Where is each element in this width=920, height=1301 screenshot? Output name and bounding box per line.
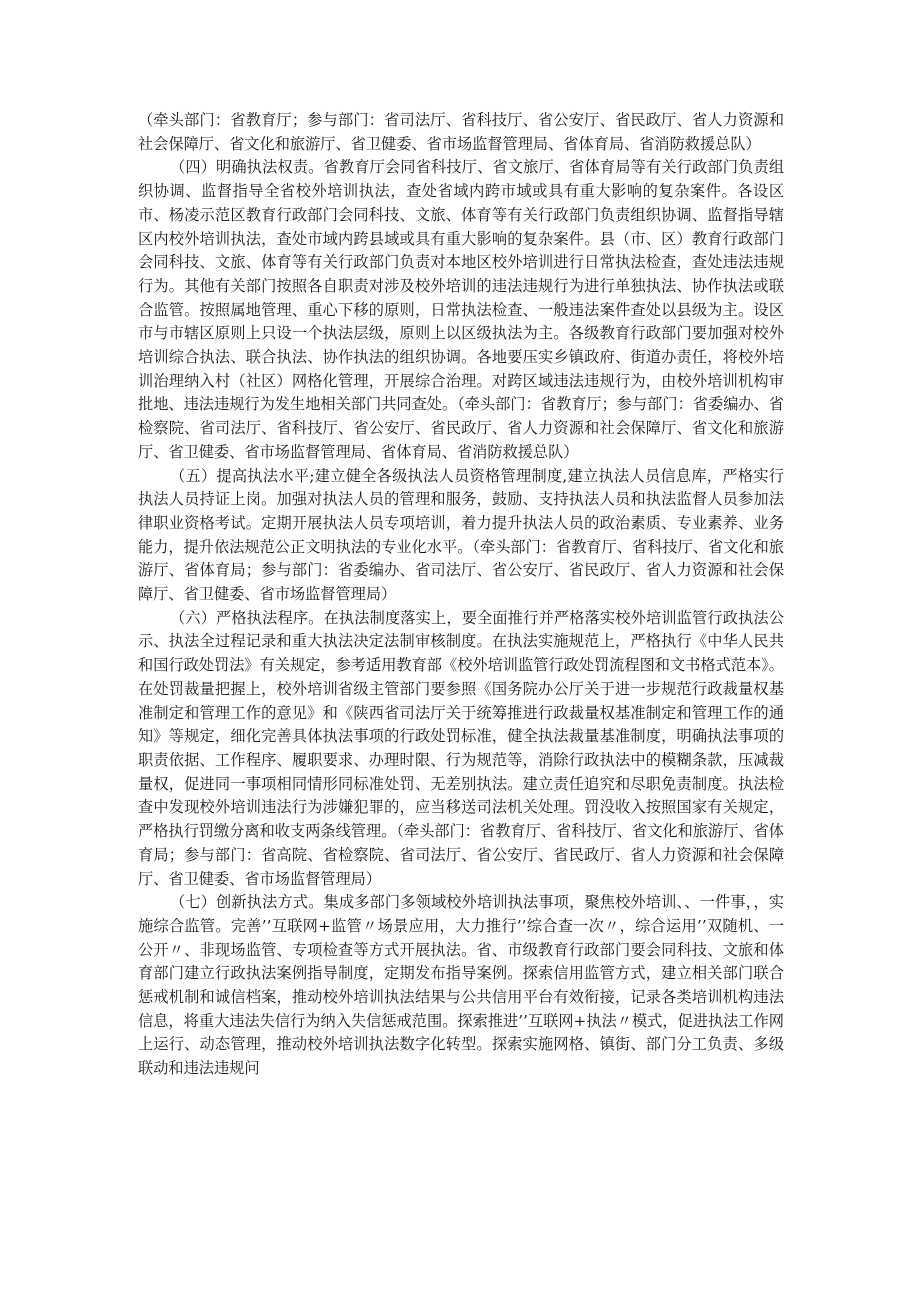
paragraph-section-7: （七）创新执法方式。集成多部门多领域校外培训执法事项，聚焦校外培训、、一件事，，实施综合监管。完善’’互联网+监管〃场景应用，大力推行’’综合查一次〃，综合运用’’双随机、一公开〃、非现场监管、专项检查等方式开展执法。省、市级教育行政部门要会同科技、文旅和体育部门建立行政执法案例指导制度，定期发布指导案例。探索信用监管方式，建立相关部门联合惩戒机制和诚信档案，推动校外培训执法结果与公共信用平台有效衔接，记录各类培训机构违法信息，将重大违法失信行为纳入失信惩戒范围。探索推进’’互联网+执法〃模式，促进执法工作网上运行、动态管理，推动校外培训执法数字化转型。探索实施网格、镇街、部门分工负责、多级联动和违法违规问: [138, 893, 784, 1078]
paragraph-section-5: （五）提高执法水平;建立健全各级执法人员资格管理制度,建立执法人员信息库，严格实行执法人员持证上岗。加强对执法人员的管理和服务，鼓励、支持执法人员和执法监督人员参加法律职业资格考试。定期开展执法人员专项培训，着力提升执法人员的政治素质、专业素养、业务能力，提升依法规范公正文明执法的专业化水平。（牵头部门：省教育厅、省科技厅、省文化和旅游厅、省体育局；参与部门：省委编办、省司法厅、省公安厅、省民政厅、省人力资源和社会保障厅、省卫健委、省市场监督管理局）: [138, 466, 784, 604]
paragraph-section-4: （四）明确执法权责。省教育厅会同省科技厅、省文旅厅、省体育局等有关行政部门负责组织协调、监督指导全省校外培训执法，查处省域内跨市域或具有重大影响的复杂案件。各设区市、杨凌示范区教育行政部门会同科技、文旅、体育等有关行政部门负责组织协调、监督指导辖区内校外培训执法，查处市域内跨县域或具有重大影响的复杂案件。县（市、区）教育行政部门会同科技、文旅、体育等有关行政部门负责对本地区校外培训进行日常执法检查，查处违法违规行为。其他有关部门按照各自职责对涉及校外培训的违法违规行为进行单独执法、协作执法或联合监管。按照属地管理、重心下移的原则，日常执法检查、一般违法案件查处以县级为主。设区市与市辖区原则上只设一个执法层级，原则上以区级执法为主。各级教育行政部门要加强对校外培训综合执法、联合执法、协作执法的组织协调。各地要压实乡镇政府、街道办责任，将校外培训治理纳入村（社区）网格化管理，开展综合治理。对跨区域违法违规行为，由校外培训机构审批地、违法违规行为发生地相关部门共同查处。（牵头部门：省教育厅；参与部门：省委编办、省检察院、省司法厅、省科技厅、省公安厅、省民政厅、省人力资源和社会保障厅、省文化和旅游厅、省卫健委、省市场监督管理局、省体育局、省消防救援总队）: [138, 158, 784, 461]
document-body: [138, 109, 784, 1081]
paragraph-section-6: （六）严格执法程序。在执法制度落实上，要全面推行并严格落实校外培训监管行政执法公示、执法全过程记录和重大执法决定法制审核制度。在执法实施规范上，严格执行《中华人民共和国行政处罚法》有关规定，参考适用教育部《校外培训监管行政处罚流程图和文书格式范本》。在处罚裁量把握上，校外培训省级主管部门要参照《国务院办公厅关于进一步规范行政裁量权基准制定和管理工作的意见》和《陕西省司法厅关于统筹推进行政裁量权基准制定和管理工作的通知》等规定，细化完善具体执法事项的行政处罚标准，健全执法裁量基准制度，明确执法事项的职责依据、工作程序、履职要求、办理时限、行为规范等，消除行政执法中的模糊条款，压减裁量权，促进同一事项相同情形同标准处罚、无差别执法。建立责任追究和尽职免责制度。执法检查中发现校外培训违法行为涉嫌犯罪的，应当移送司法机关处理。罚没收入按照国家有关规定，严格执行罚缴分离和收支两条线管理。（牵头部门：省教育厅、省科技厅、省文化和旅游厅、省体育局；参与部门：省高院、省检察院、省司法厅、省公安厅、省民政厅、省人力资源和社会保障厅、省卫健委、省市场监督管理局）: [138, 608, 784, 888]
paragraph-lead-departments: （牵头部门：省教育厅；参与部门：省司法厅、省科技厅、省公安厅、省民政厅、省人力资源和社会保障厅、省文化和旅游厅、省卫健委、省市场监督管理局、省体育局、省消防救援总队）: [138, 111, 784, 153]
